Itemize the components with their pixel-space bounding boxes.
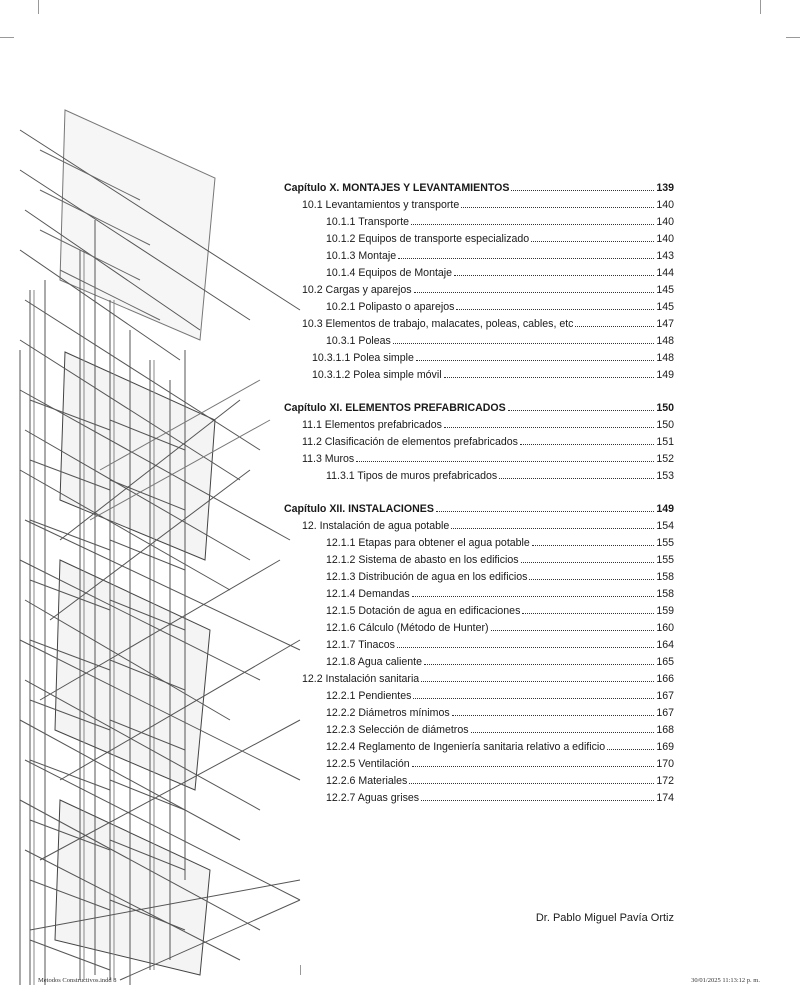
dot-leader bbox=[397, 647, 654, 648]
dot-leader bbox=[575, 326, 654, 327]
toc-entry-title: 12.2.6 Materiales bbox=[326, 775, 408, 787]
dot-leader bbox=[529, 579, 654, 580]
toc-entry bbox=[284, 654, 674, 671]
dot-leader bbox=[412, 596, 655, 597]
toc-entry-title: 11.2 Clasificación de elementos prefabricados bbox=[302, 436, 518, 448]
toc-entry-page-number: 149 bbox=[656, 369, 674, 381]
toc-entry-title: 10.3.1.1 Polea simple bbox=[312, 352, 414, 364]
toc-entry bbox=[284, 350, 674, 367]
toc-entry-title: 12.2 Instalación sanitaria bbox=[302, 673, 420, 685]
toc-entry bbox=[284, 299, 674, 316]
toc-entry bbox=[284, 722, 674, 739]
toc-entry bbox=[284, 316, 674, 333]
dot-leader bbox=[356, 461, 654, 462]
toc-entry-page-number: 167 bbox=[656, 707, 674, 719]
section-gap bbox=[284, 384, 674, 400]
toc-entry-title: 10.2.1 Polipasto o aparejos bbox=[326, 301, 455, 313]
toc-chapter-heading-page-number: 139 bbox=[656, 182, 674, 194]
toc-entry bbox=[284, 552, 674, 569]
toc-chapter-heading bbox=[284, 501, 674, 518]
toc-entry-title: 12.1.5 Dotación de agua en edificaciones bbox=[326, 605, 521, 617]
crop-mark bbox=[760, 0, 761, 14]
table-of-contents bbox=[284, 180, 674, 807]
toc-entry bbox=[284, 637, 674, 654]
toc-entry bbox=[284, 569, 674, 586]
toc-entry-page-number: 151 bbox=[656, 436, 674, 448]
section-gap bbox=[284, 485, 674, 501]
toc-entry-title: 12.2.3 Selección de diámetros bbox=[326, 724, 469, 736]
toc-entry-page-number: 166 bbox=[656, 673, 674, 685]
dot-leader bbox=[520, 444, 654, 445]
dot-leader bbox=[451, 528, 654, 529]
dot-leader bbox=[521, 562, 655, 563]
dot-leader bbox=[471, 732, 655, 733]
dot-leader bbox=[424, 664, 654, 665]
toc-chapter-heading-page-number: 150 bbox=[656, 402, 674, 414]
toc-entry bbox=[284, 705, 674, 722]
toc-entry-title: 10.1 Levantamientos y transporte bbox=[302, 199, 460, 211]
toc-entry-page-number: 155 bbox=[656, 537, 674, 549]
toc-entry-page-number: 140 bbox=[656, 233, 674, 245]
toc-entry bbox=[284, 586, 674, 603]
toc-entry-title: 12.2.5 Ventilación bbox=[326, 758, 410, 770]
crop-mark bbox=[38, 0, 39, 14]
toc-entry-page-number: 155 bbox=[656, 554, 674, 566]
toc-entry-page-number: 168 bbox=[656, 724, 674, 736]
toc-entry bbox=[284, 417, 674, 434]
dot-leader bbox=[532, 545, 655, 546]
toc-entry bbox=[284, 451, 674, 468]
toc-entry-page-number: 153 bbox=[656, 470, 674, 482]
toc-entry bbox=[284, 231, 674, 248]
toc-entry bbox=[284, 282, 674, 299]
toc-entry-page-number: 143 bbox=[656, 250, 674, 262]
toc-entry bbox=[284, 518, 674, 535]
dot-leader bbox=[398, 258, 654, 259]
toc-entry-page-number: 158 bbox=[656, 571, 674, 583]
toc-entry-page-number: 140 bbox=[656, 216, 674, 228]
toc-entry-title: 12. Instalación de agua potable bbox=[302, 520, 450, 532]
toc-entry-title: 10.3 Elementos de trabajo, malacates, poleas, cables, etc bbox=[302, 318, 574, 330]
toc-entry bbox=[284, 773, 674, 790]
toc-entry-title: 12.2.1 Pendientes bbox=[326, 690, 412, 702]
toc-entry-title: 12.1.4 Demandas bbox=[326, 588, 410, 600]
toc-entry-title: 10.1.2 Equipos de transporte especializado bbox=[326, 233, 530, 245]
footer-file-info: Metodos Constructivos.indd 8 bbox=[38, 977, 117, 984]
toc-entry bbox=[284, 434, 674, 451]
toc-entry-page-number: 144 bbox=[656, 267, 674, 279]
toc-entry-page-number: 167 bbox=[656, 690, 674, 702]
toc-entry-title: 10.3.1 Poleas bbox=[326, 335, 391, 347]
toc-entry-title: 10.1.4 Equipos de Montaje bbox=[326, 267, 453, 279]
dot-leader bbox=[421, 681, 654, 682]
toc-entry bbox=[284, 535, 674, 552]
toc-entry-page-number: 170 bbox=[656, 758, 674, 770]
toc-entry-page-number: 148 bbox=[656, 335, 674, 347]
author-name: Dr. Pablo Miguel Pavía Ortiz bbox=[535, 912, 674, 924]
dot-leader bbox=[393, 343, 655, 344]
toc-entry-page-number: 158 bbox=[656, 588, 674, 600]
dot-leader bbox=[454, 275, 654, 276]
toc-entry bbox=[284, 265, 674, 282]
toc-entry bbox=[284, 688, 674, 705]
dot-leader bbox=[411, 224, 654, 225]
toc-entry-page-number: 164 bbox=[656, 639, 674, 651]
toc-entry-page-number: 154 bbox=[656, 520, 674, 532]
toc-entry bbox=[284, 790, 674, 807]
dot-leader bbox=[436, 511, 654, 512]
toc-chapter-heading-title: Capítulo X. MONTAJES Y LEVANTAMIENTOS bbox=[284, 182, 510, 194]
toc-entry-page-number: 165 bbox=[656, 656, 674, 668]
toc-entry-title: 12.2.4 Reglamento de Ingeniería sanitaria relativo a edificio bbox=[326, 741, 606, 753]
dot-leader bbox=[461, 207, 654, 208]
dot-leader bbox=[444, 377, 655, 378]
toc-entry bbox=[284, 620, 674, 637]
toc-entry bbox=[284, 603, 674, 620]
dot-leader bbox=[414, 292, 655, 293]
toc-entry bbox=[284, 756, 674, 773]
dot-leader bbox=[452, 715, 655, 716]
toc-entry bbox=[284, 333, 674, 350]
toc-entry-page-number: 147 bbox=[656, 318, 674, 330]
toc-entry-page-number: 169 bbox=[656, 741, 674, 753]
toc-chapter-heading-title: Capítulo XII. INSTALACIONES bbox=[284, 503, 434, 515]
toc-entry-title: 11.3 Muros bbox=[302, 453, 355, 465]
toc-entry-title: 10.2 Cargas y aparejos bbox=[302, 284, 412, 296]
toc-entry bbox=[284, 739, 674, 756]
toc-entry-title: 10.1.1 Transporte bbox=[326, 216, 410, 228]
toc-chapter-heading-page-number: 149 bbox=[656, 503, 674, 515]
toc-entry-page-number: 172 bbox=[656, 775, 674, 787]
toc-entry-title: 10.3.1.2 Polea simple móvil bbox=[312, 369, 442, 381]
toc-entry-title: 12.1.7 Tinacos bbox=[326, 639, 395, 651]
toc-entry-title: 12.1.3 Distribución de agua en los edificios bbox=[326, 571, 528, 583]
toc-entry-page-number: 140 bbox=[656, 199, 674, 211]
dot-leader bbox=[511, 190, 654, 191]
toc-entry-title: 10.1.3 Montaje bbox=[326, 250, 397, 262]
toc-entry-page-number: 150 bbox=[656, 419, 674, 431]
dot-leader bbox=[413, 698, 654, 699]
dot-leader bbox=[531, 241, 654, 242]
toc-entry-page-number: 152 bbox=[656, 453, 674, 465]
dot-leader bbox=[491, 630, 655, 631]
toc-entry-page-number: 145 bbox=[656, 301, 674, 313]
dot-leader bbox=[508, 410, 655, 411]
crop-mark bbox=[0, 37, 14, 38]
crop-mark bbox=[786, 37, 800, 38]
toc-entry-page-number: 145 bbox=[656, 284, 674, 296]
toc-entry bbox=[284, 671, 674, 688]
dot-leader bbox=[412, 766, 655, 767]
dot-leader bbox=[444, 427, 654, 428]
footer-timestamp: 30/01/2025 11:13:12 p. m. bbox=[691, 977, 760, 984]
toc-entry bbox=[284, 468, 674, 485]
toc-entry bbox=[284, 197, 674, 214]
toc-entry-page-number: 148 bbox=[656, 352, 674, 364]
dot-leader bbox=[416, 360, 654, 361]
dot-leader bbox=[499, 478, 654, 479]
toc-entry-page-number: 159 bbox=[656, 605, 674, 617]
toc-entry-title: 12.1.6 Cálculo (Método de Hunter) bbox=[326, 622, 489, 634]
dot-leader bbox=[456, 309, 654, 310]
toc-entry bbox=[284, 248, 674, 265]
toc-entry-title: 11.3.1 Tipos de muros prefabricados bbox=[326, 470, 498, 482]
toc-entry bbox=[284, 367, 674, 384]
dot-leader bbox=[409, 783, 654, 784]
toc-entry-title: 12.2.2 Diámetros mínimos bbox=[326, 707, 450, 719]
crop-mark bbox=[300, 965, 301, 975]
dot-leader bbox=[421, 800, 654, 801]
toc-chapter-heading bbox=[284, 400, 674, 417]
toc-entry-title: 12.1.2 Sistema de abasto en los edificios bbox=[326, 554, 519, 566]
toc-entry bbox=[284, 214, 674, 231]
toc-chapter-heading-title: Capítulo XI. ELEMENTOS PREFABRICADOS bbox=[284, 402, 506, 414]
dot-leader bbox=[522, 613, 654, 614]
toc-entry-title: 12.2.7 Aguas grises bbox=[326, 792, 420, 804]
toc-chapter-heading bbox=[284, 180, 674, 197]
dot-leader bbox=[607, 749, 654, 750]
toc-entry-title: 11.1 Elementos prefabricados bbox=[302, 419, 442, 431]
toc-entry-page-number: 174 bbox=[656, 792, 674, 804]
toc-entry-title: 12.1.8 Agua caliente bbox=[326, 656, 423, 668]
toc-entry-title: 12.1.1 Etapas para obtener el agua potable bbox=[326, 537, 530, 549]
toc-entry-page-number: 160 bbox=[656, 622, 674, 634]
